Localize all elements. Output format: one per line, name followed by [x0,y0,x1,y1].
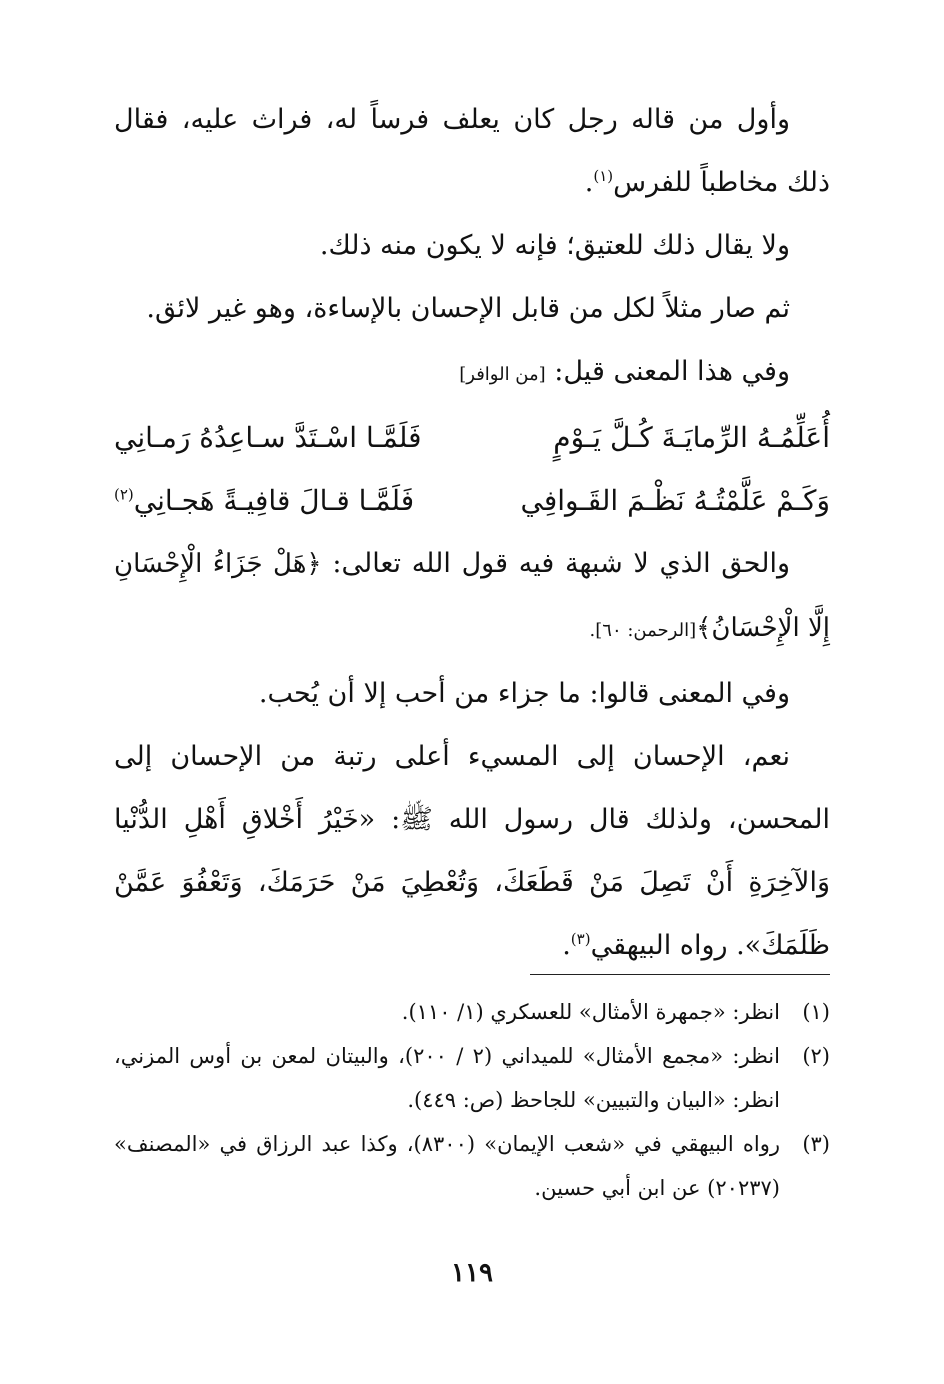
footnote-2 [114,1034,830,1122]
footnote-2-number: (٢) [802,1044,830,1068]
footnote-3-number: (٣) [802,1132,830,1156]
footnote-2-text: انظر: «مجمع الأمثال» للميداني (٢ / ٢٠٠)، والبيتان لمعن بن أوس المزني، انظر: «البيان والتبيين» للجاحظ (ص: ٤٤٩). [114,1044,780,1112]
verse-2-second-hemistich [114,469,414,532]
main-text [114,88,830,977]
paragraph-7 [114,725,830,977]
paragraph-5-text: والحق الذي لا شبهة فيه قول الله تعالى: [332,548,791,579]
paragraph-4 [114,340,830,406]
footnote-1-text: انظر: «جمهرة الأمثال» للعسكري (١/ ١١٠). [401,1000,780,1024]
paragraph-7-text: نعم، الإحسان إلى المسيء أعلى رتبة من الإحسان إلى المحسن، ولذلك قال رسول الله ﷺ: «خَيْرُ أَخْلاقِ أَهْلِ الدُّنْيا وَالآخِرَةِ أَنْ تَصِلَ مَنْ قَطَعَكَ، وَتُعْطِيَ مَنْ حَرَمَكَ، وَتَعْفُوَ عَمَّنْ ظَلَمَكَ». رواه البيهقي [114,741,830,961]
paragraph-1-end: . [584,167,594,198]
verse-2-second-text: فَلَمَّـا قـالَ قافِيـةً هَجـانِي [133,484,415,517]
paragraph-6: وفي المعنى قالوا: ما جزاء من أحب إلا أن يُحب. [258,678,790,709]
footnotes [114,990,830,1210]
quran-source: [الرحمن: ٦٠]. [589,620,697,641]
paragraph-5 [114,532,830,662]
footnote-1-number: (١) [802,1000,830,1024]
poem [114,406,830,532]
page-number: ١١٩ [451,1258,493,1288]
verse-1-second-hemistich: فَلَمَّـا اسْـتَدَّ سـاعِدُهُ رَمـانِي [114,421,422,454]
footnote-ref-2[interactable]: (٢) [114,485,134,504]
meter-label: [من الوافر] [459,364,546,385]
footnote-separator [530,974,830,975]
footnote-ref-3[interactable]: (٣) [570,930,591,948]
footnote-ref-1[interactable]: (١) [593,167,614,185]
verse-1-first-hemistich: أُعَلِّمُـهُ الرِّمايَـةَ كُـلَّ يَـوْمٍ [553,421,830,454]
footnote-1 [114,990,830,1034]
footnote-3-text: رواه البيهقي في «شعب الإيمان» (٨٣٠٠)، وكذا عبد الرزاق في «المصنف» (٢٠٢٣٧) عن ابن أبي حسين. [114,1132,780,1200]
paragraph-1 [114,88,830,214]
footnote-3 [114,1122,830,1210]
poem-verse-2 [114,469,830,532]
quran-verse: ﴿هَلْ جَزَاءُ الْإِحْسَانِ إِلَّا الْإِحْسَانُ﴾ [114,549,830,643]
verse-2-first-hemistich: وَكَـمْ عَلَّمْتُـهُ نَظْـمَ القَـوافِي [520,484,830,517]
paragraph-1-text: وأول من قاله رجل كان يعلف فرساً له، فراث عليه، فقال ذلك مخاطباً للفرس [114,104,830,198]
paragraph-2: ولا يقال ذلك للعتيق؛ فإنه لا يكون منه ذلك. [319,230,790,261]
paragraph-7-end: . [562,930,571,961]
paragraph-3: ثم صار مثلاً لكل من قابل الإحسان بالإساءة، وهو غير لائق. [146,293,790,324]
paragraph-4-text: وفي هذا المعنى قيل: [554,356,790,387]
poem-verse-1 [114,406,830,469]
